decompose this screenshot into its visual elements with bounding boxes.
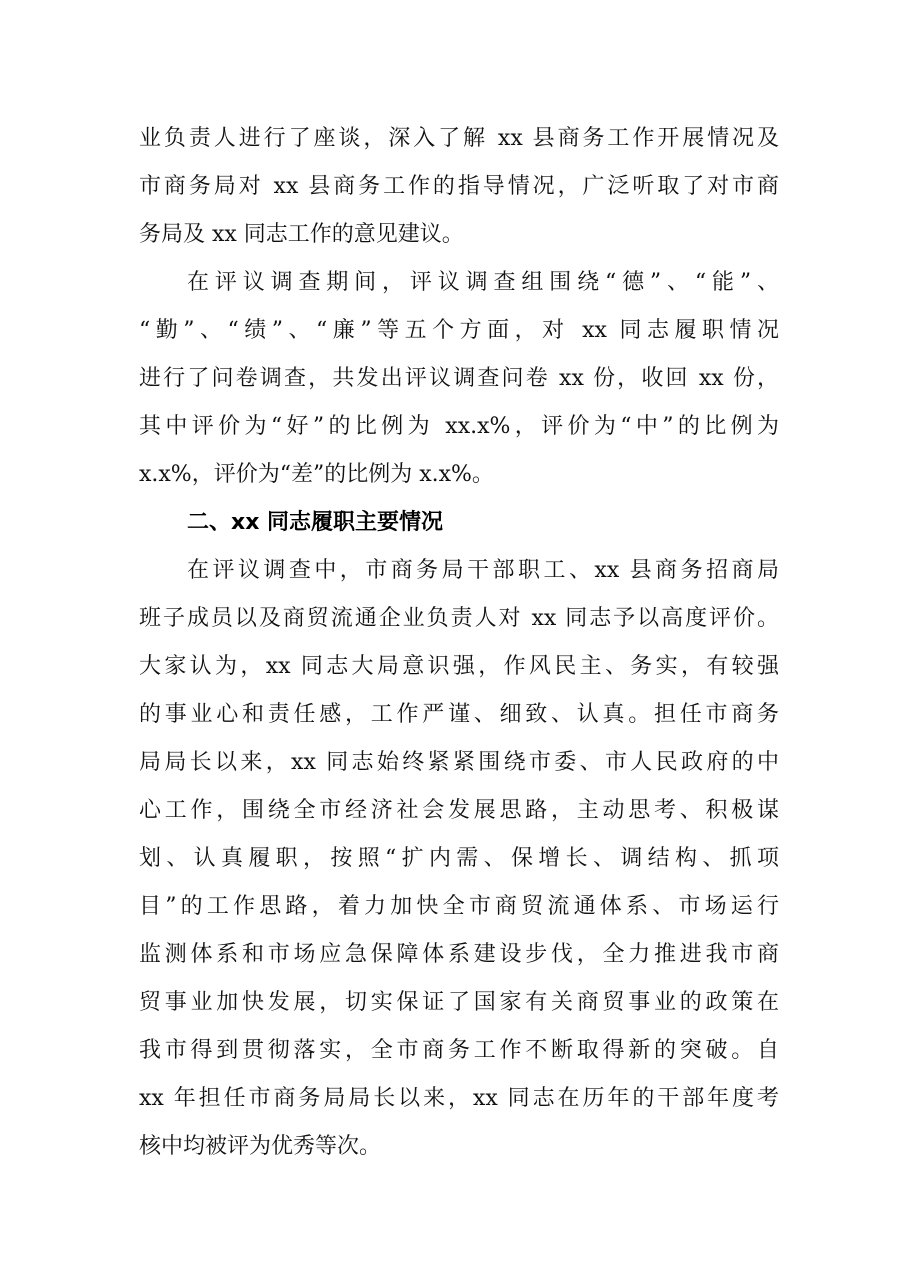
text-line: 大家认为，xx 同志大局意识强，作风民主、务实，有较强 <box>139 654 779 679</box>
paragraph-performance-evaluation <box>139 547 779 1171</box>
text-line: 在评议调查中，市商务局干部职工、xx 县商务招商局 <box>187 558 779 583</box>
paragraph-survey-results <box>139 259 779 499</box>
text-line: 进行了问卷调查，共发出评议调查问卷 xx 份，收回 xx 份， <box>139 366 779 391</box>
text-line: 核中均被评为优秀等次。 <box>139 1134 382 1159</box>
text-line: “勤”、“绩”、“廉”等五个方面，对 xx 同志履职情况 <box>139 318 779 343</box>
document-body <box>139 115 779 1171</box>
text-line: 贸事业加快发展，切实保证了国家有关商贸事业的政策在 <box>139 990 779 1015</box>
text-line: 市商务局对 xx 县商务工作的指导情况，广泛听取了对市商 <box>139 174 779 199</box>
text-line: xx 年担任市商务局局长以来，xx 同志在历年的干部年度考 <box>139 1086 779 1111</box>
text-line: 的事业心和责任感，工作严谨、细致、认真。担任市商务 <box>139 702 779 727</box>
paragraph-meeting-summary <box>139 115 779 259</box>
text-line: 心工作，围绕全市经济社会发展思路，主动思考、积极谋 <box>139 798 779 823</box>
text-line: 班子成员以及商贸流通企业负责人对 xx 同志予以高度评价。 <box>139 606 779 631</box>
text-line: 其中评价为“好”的比例为 xx.x%，评价为“中”的比例为 <box>139 414 779 439</box>
text-line: x.x%，评价为“差”的比例为 x.x%。 <box>139 462 494 487</box>
text-line: 在评议调查期间，评议调查组围绕“德”、“能”、 <box>187 270 779 295</box>
text-line: 监测体系和市场应急保障体系建设步伐，全力推进我市商 <box>139 942 779 967</box>
text-line: 局局长以来，xx 同志始终紧紧围绕市委、市人民政府的中 <box>139 750 779 775</box>
text-line: 目”的工作思路，着力加快全市商贸流通体系、市场运行 <box>139 894 779 919</box>
section-heading: 二、xx 同志履职主要情况 <box>187 510 444 535</box>
text-line: 业负责人进行了座谈，深入了解 xx 县商务工作开展情况及 <box>139 126 779 151</box>
text-line: 划、认真履职，按照“扩内需、保增长、调结构、抓项 <box>139 846 779 871</box>
text-line: 务局及 xx 同志工作的意见建议。 <box>139 222 464 247</box>
text-line: 我市得到贯彻落实，全市商务工作不断取得新的突破。自 <box>139 1038 779 1063</box>
